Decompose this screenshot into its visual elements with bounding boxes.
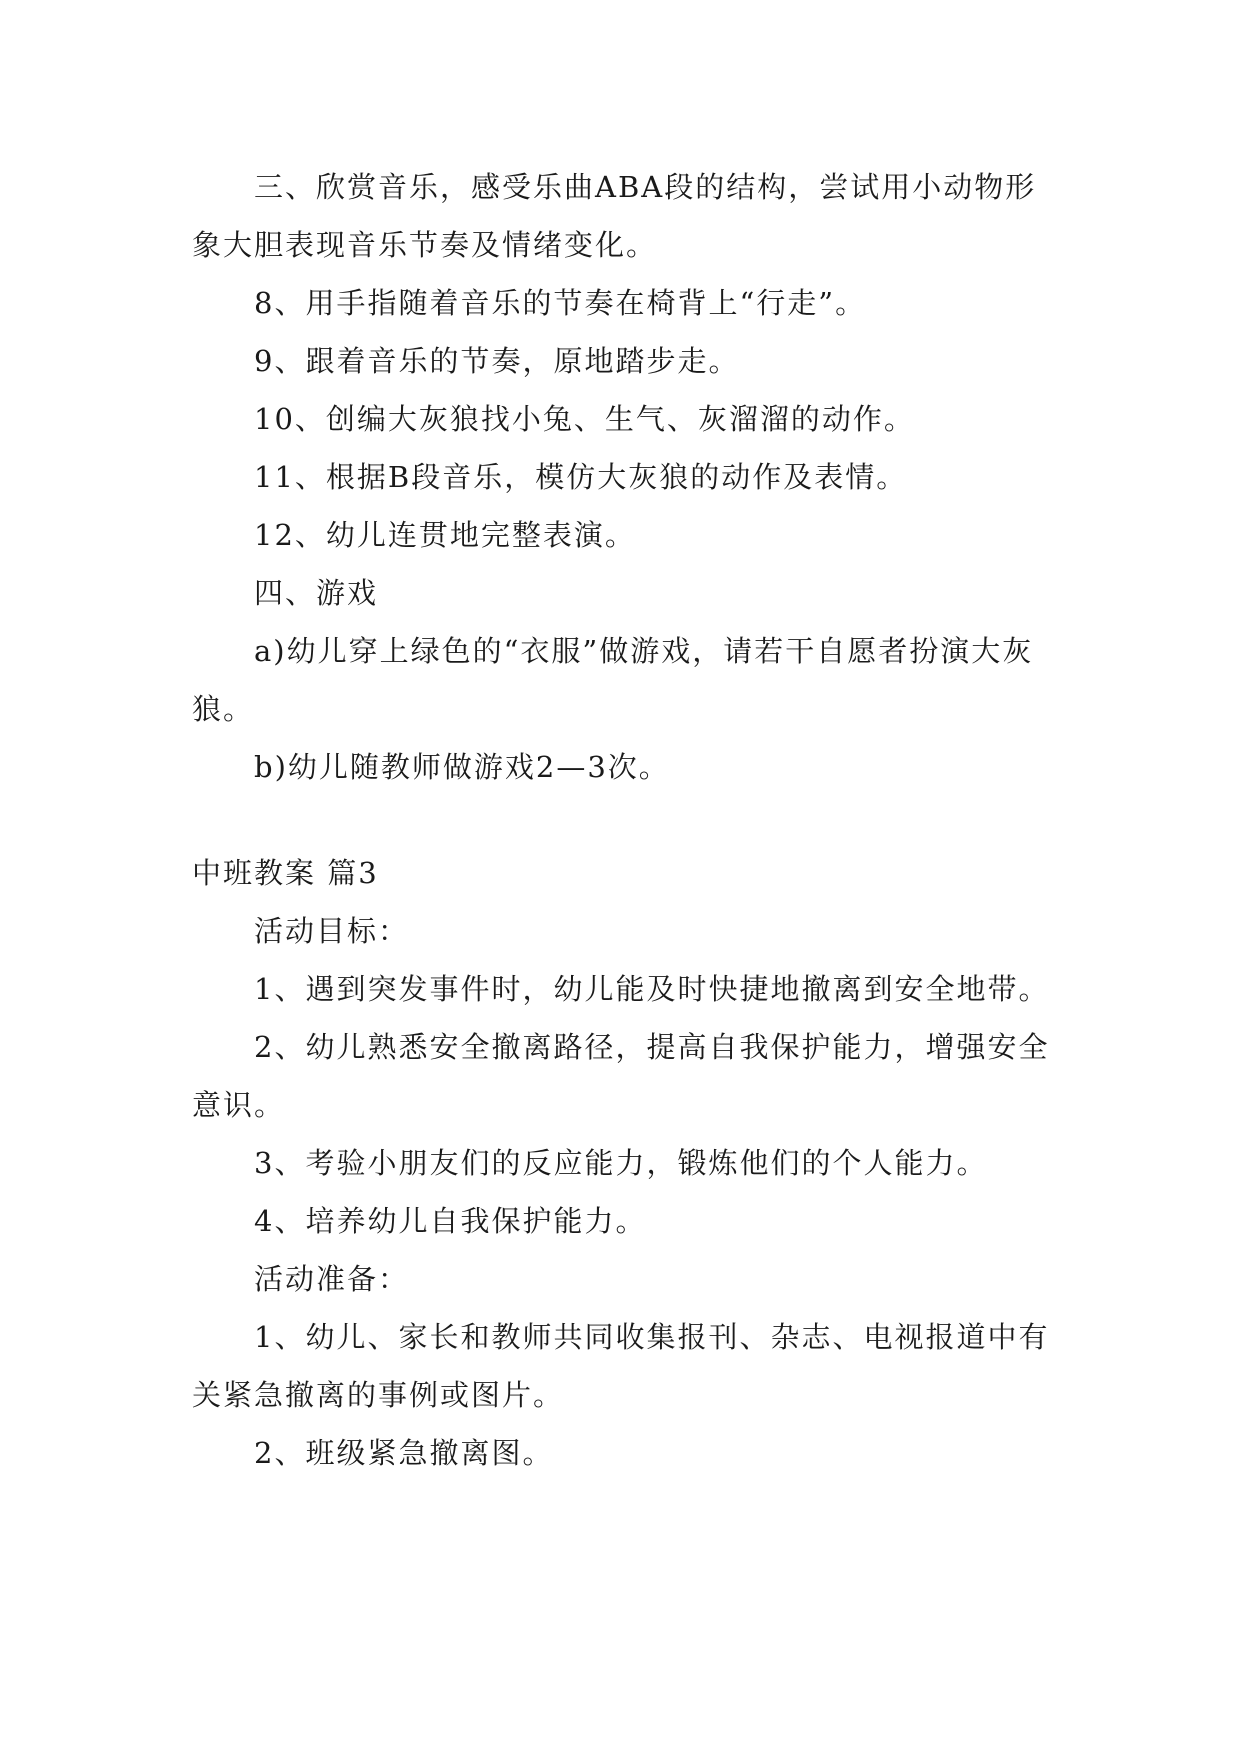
paragraph-goal-3: 3、考验小朋友们的反应能力，锻炼他们的个人能力。 bbox=[254, 1146, 988, 1180]
heading-game: 四、游戏 bbox=[254, 576, 379, 610]
paragraph-appreciate-music: 三、欣赏音乐，感受乐曲ABA段的结构，尝试用小动物形象大胆表现音乐节奏及情绪变化。 bbox=[192, 170, 1037, 262]
paragraph-goal-1: 1、遇到突发事件时，幼儿能及时快捷地撤离到安全地带。 bbox=[254, 972, 1050, 1006]
heading-activity-prep: 活动准备： bbox=[254, 1262, 410, 1296]
paragraph-prep-2: 2、班级紧急撤离图。 bbox=[254, 1436, 554, 1470]
paragraph-step-8: 8、用手指随着音乐的节奏在椅背上“行走”。 bbox=[254, 286, 867, 320]
paragraph-prep-1: 1、幼儿、家长和教师共同收集报刊、杂志、电视报道中有关紧急撤离的事例或图片。 bbox=[192, 1320, 1050, 1412]
document-content bbox=[192, 158, 1054, 1482]
heading-activity-goals: 活动目标： bbox=[254, 914, 410, 948]
section-title: 中班教案 篇3 bbox=[192, 856, 379, 890]
paragraph-step-9: 9、跟着音乐的节奏，原地踏步走。 bbox=[254, 344, 740, 378]
paragraph-step-10: 10、创编大灰狼找小兔、生气、灰溜溜的动作。 bbox=[254, 402, 915, 436]
paragraph-goal-4: 4、培养幼儿自我保护能力。 bbox=[254, 1204, 647, 1238]
paragraph-game-a: a)幼儿穿上绿色的“衣服”做游戏，请若干自愿者扮演大灰狼。 bbox=[192, 634, 1034, 726]
paragraph-goal-2: 2、幼儿熟悉安全撤离路径，提高自我保护能力，增强安全意识。 bbox=[192, 1030, 1050, 1122]
paragraph-game-b: b)幼儿随教师做游戏2—3次。 bbox=[254, 750, 670, 784]
paragraph-step-12: 12、幼儿连贯地完整表演。 bbox=[254, 518, 636, 552]
paragraph-step-11: 11、根据B段音乐，模仿大灰狼的动作及表情。 bbox=[254, 460, 908, 494]
